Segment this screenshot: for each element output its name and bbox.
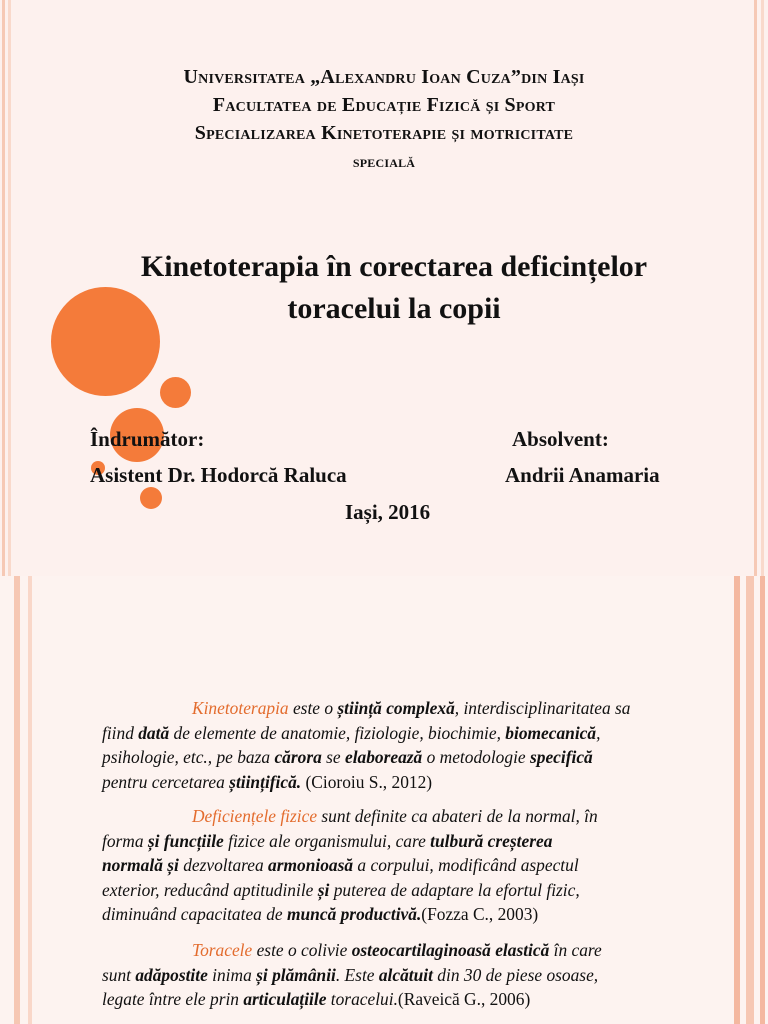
text-fragment: din 30 de piese osoase, [432, 964, 599, 985]
text-fragment: fizice ale organismului, care [223, 830, 431, 851]
graduate-name: Andrii Anamaria [505, 463, 660, 487]
text-fragment: toracelui. [326, 989, 398, 1010]
thesis-title-line-2: toracelui la copii [287, 292, 501, 325]
text-fragment: . Este [335, 964, 379, 985]
text-fragment: muncă productivă. [286, 904, 422, 925]
text-fragment: legate între ele prin [102, 989, 244, 1010]
paragraph-kinetoterapia [102, 696, 658, 794]
place-year: Iași, 2016 [345, 500, 431, 524]
paragraph-toracele [102, 938, 658, 1012]
decor-stripe [734, 576, 740, 1024]
text-fragment: armonioasă [268, 855, 354, 876]
text-fragment: științifică. [229, 771, 302, 792]
text-fragment: forma [102, 830, 148, 851]
text-fragment: osteocartilaginoasă elastică [351, 940, 550, 960]
text-fragment: puterea de adaptare la efortul fizic, [329, 879, 580, 900]
thesis-title-line-1: Kinetoterapia în corectarea deficințelor [140, 250, 648, 283]
text-fragment: dezvoltarea [178, 855, 269, 876]
text-fragment: sunt [102, 964, 136, 985]
term-toracele: Toracele [192, 940, 253, 960]
text-fragment: normală și [102, 855, 179, 876]
text-fragment: sunt definite ca abateri de la normal, în [317, 806, 598, 826]
text-fragment: exterior, reducând aptitudinile [102, 879, 318, 900]
text-fragment: pentru cercetarea [102, 771, 230, 792]
citation: (Fozza C., 2003) [421, 904, 539, 925]
text-fragment: articulațiile [243, 989, 327, 1010]
text-fragment: alcătuit [378, 964, 433, 985]
text-fragment: , interdisciplinaritatea sa [454, 698, 631, 718]
graduate-label: Absolvent: [512, 427, 609, 451]
text-fragment: psihologie, etc., pe baza [102, 747, 275, 768]
citation: (Raveică G., 2006) [397, 989, 531, 1010]
text-fragment: și funcțiile [147, 830, 224, 851]
text-fragment: se [321, 747, 345, 768]
university-name: Universitatea „Alexandru Ioan Cuza”din Iași [183, 66, 585, 88]
decor-stripe [760, 576, 765, 1024]
text-fragment: a corpului, modificând aspectul [353, 855, 579, 876]
text-fragment: adăpostite [135, 964, 208, 985]
text-fragment: biomecanică [505, 722, 597, 743]
text-fragment: și [317, 879, 330, 900]
text-fragment: este o [288, 698, 338, 718]
text-fragment: știință complexă [337, 698, 455, 718]
specialization-line-2: specială [352, 152, 416, 171]
definitions-slide [0, 576, 768, 1024]
text-fragment: și plămânii [256, 964, 336, 985]
advisor-name: Asistent Dr. Hodorcă Raluca [90, 463, 347, 487]
paragraph-deficientele [102, 804, 658, 927]
text-fragment: tulbură creșterea [430, 830, 553, 851]
text-fragment: diminuând capacitatea de [102, 904, 287, 925]
term-deficientele: Deficiențele fizice [192, 806, 318, 826]
text-fragment: specifică [529, 747, 593, 768]
specialization-line-1: Specializarea Kinetoterapie și motricitate [194, 122, 574, 144]
decor-stripe [28, 576, 32, 1024]
text-fragment: o metodologie [422, 747, 530, 768]
text-fragment: cărora [274, 747, 322, 768]
advisor-label: Îndrumător: [90, 427, 205, 451]
decor-stripe [14, 576, 20, 1024]
faculty-name: Facultatea de Educație Fizică și Sport [212, 94, 556, 116]
decor-stripe [746, 576, 754, 1024]
term-kinetoterapia: Kinetoterapia [192, 698, 289, 718]
text-fragment: de elemente de anatomie, fiziologie, biochimie, [169, 722, 506, 743]
text-fragment: inima [207, 964, 257, 985]
text-fragment: elaborează [344, 747, 423, 768]
text-fragment: este o colivie [252, 940, 352, 960]
decor-circle [160, 377, 191, 408]
text-fragment: , [596, 722, 601, 743]
citation: (Cioroiu S., 2012) [301, 771, 433, 792]
text-fragment: în care [549, 940, 602, 960]
decor-circle [140, 487, 162, 509]
text-fragment: dată [138, 722, 170, 743]
text-fragment: fiind [102, 722, 139, 743]
